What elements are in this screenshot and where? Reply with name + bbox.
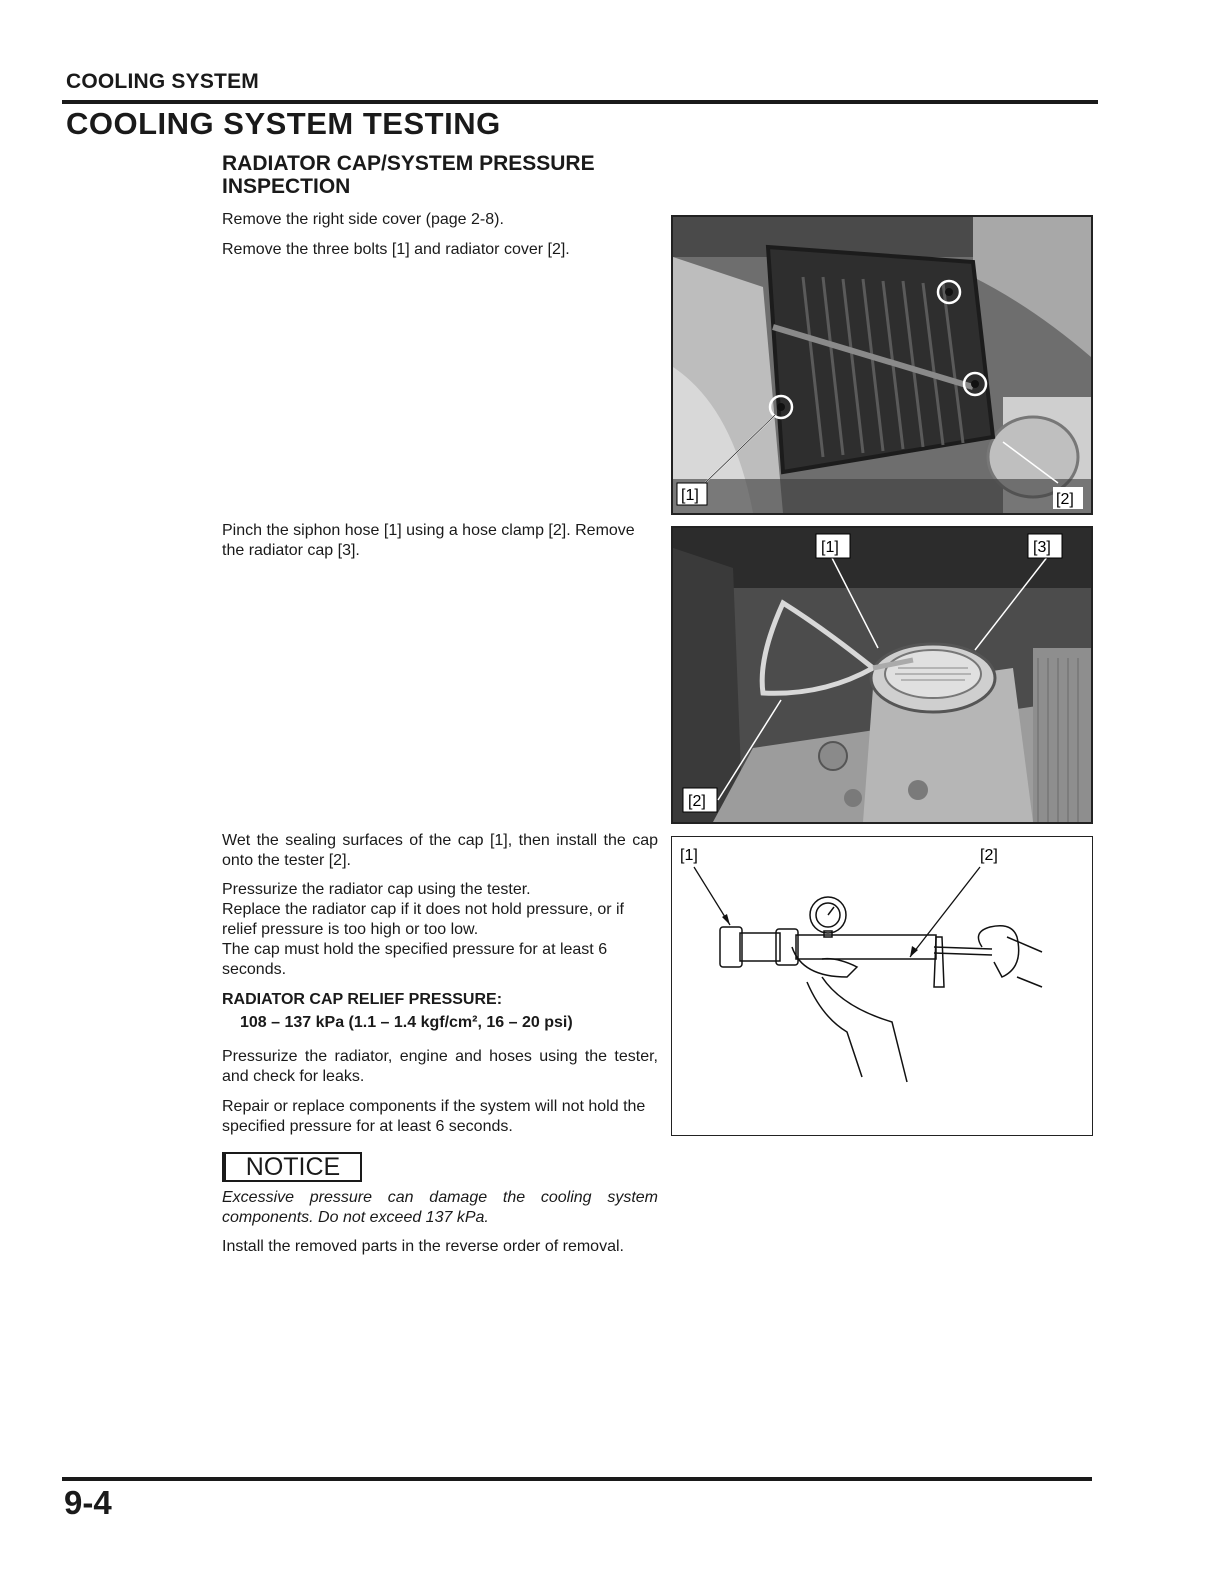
fig2-callout-3: [3] <box>1033 539 1051 556</box>
figure-radiator-cap <box>671 526 1093 824</box>
section-label: COOLING SYSTEM <box>66 70 259 93</box>
figure-cap-tester <box>671 836 1093 1136</box>
figure-radiator-cover <box>671 215 1093 515</box>
procedure-heading: RADIATOR CAP/SYSTEM PRESSURE INSPECTION <box>222 152 595 198</box>
step-1: Remove the right side cover (page 2-8). <box>222 211 504 228</box>
page-title: COOLING SYSTEM TESTING <box>66 106 501 141</box>
notice-text: Excessive pressure can damage the cooling system components. Do not exceed 137 kPa. <box>222 1189 658 1226</box>
radiator-cap-photo <box>673 528 1091 822</box>
step-2: Remove the three bolts [1] and radiator cover [2]. <box>222 241 570 258</box>
step-8: Pressurize the radiator, engine and hoses using the tester, and check for leaks. <box>222 1048 658 1085</box>
fig3-callout-2: [2] <box>980 847 998 864</box>
header-rule <box>62 100 1098 104</box>
fig2-callout-1: [1] <box>821 539 839 556</box>
step-9: Repair or replace components if the system will not hold the specified pressure for at least 6 seconds. <box>222 1098 646 1135</box>
fig1-callout-1: [1] <box>681 487 699 504</box>
step-4: Wet the sealing surfaces of the cap [1], then install the cap onto the tester [2]. <box>222 832 658 869</box>
step-10: Install the removed parts in the reverse order of removal. <box>222 1238 624 1255</box>
radiator-cover-photo <box>673 217 1091 513</box>
step-7: The cap must hold the specified pressure for at least 6 seconds. <box>222 941 608 978</box>
spec-label: RADIATOR CAP RELIEF PRESSURE: <box>222 991 503 1008</box>
fig1-callout-2: [2] <box>1056 491 1074 508</box>
step-6: Replace the radiator cap if it does not hold pressure, or if relief pressure is too high or too low. <box>222 901 624 938</box>
fig3-callout-1: [1] <box>680 847 698 864</box>
page-number: 9-4 <box>64 1484 112 1521</box>
notice-box <box>222 1152 362 1182</box>
spec-value: 108 – 137 kPa (1.1 – 1.4 kgf/cm², 16 – 20 psi) <box>240 1014 573 1031</box>
step-3: Pinch the siphon hose [1] using a hose clamp [2]. Remove the radiator cap [3]. <box>222 522 635 559</box>
notice-title: NOTICE <box>245 1153 341 1181</box>
fig2-callout-2: [2] <box>688 793 706 810</box>
footer-rule <box>62 1477 1092 1481</box>
step-5: Pressurize the radiator cap using the tester. <box>222 881 531 898</box>
cap-tester-drawing <box>672 837 1091 1134</box>
